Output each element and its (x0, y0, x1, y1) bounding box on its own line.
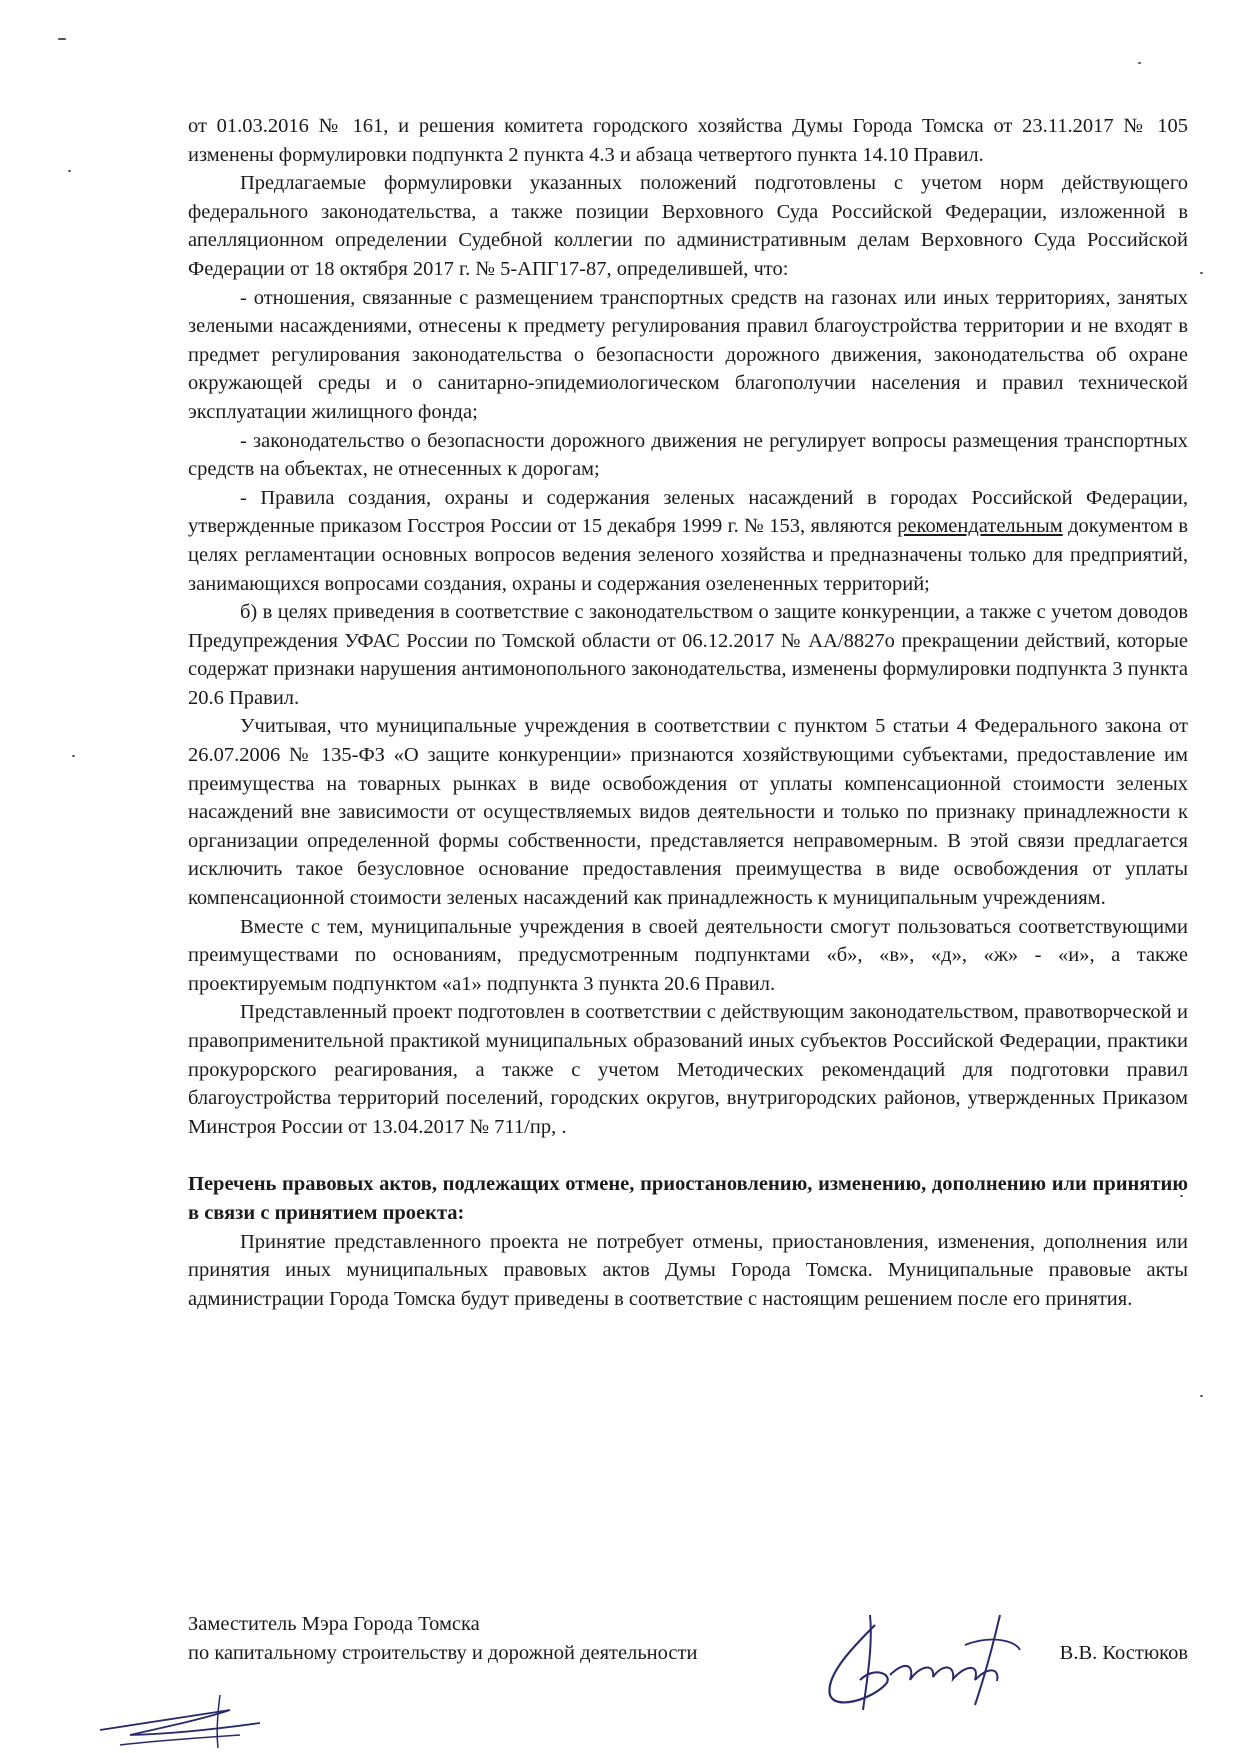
scan-speck (1200, 1395, 1203, 1397)
document-body (188, 112, 1188, 1313)
paragraph-competition: б) в целях приведения в соответствие с законодательством о защите конкуренции, а также с учетом доводов Предупреждения УФАС России по Томской области от 06.12.2017 № АА/8827о прекращении действий, которые содержат признаки нарушения антимонопольного законодательства, изменены формулировки подпункта 3 пункта 20.6 Правил. (188, 601, 1188, 709)
scan-speck (1180, 1195, 1183, 1197)
section-heading: Перечень правовых актов, подлежащих отмене, приостановлению, изменению, дополнению или принятию в связи с принятием проекта: (188, 1173, 1188, 1224)
scan-speck (72, 755, 75, 757)
signatory-title-line2: по капитальному строительству и дорожной деятельности (188, 1641, 698, 1664)
scan-speck (1138, 62, 1141, 64)
paragraph-municipal-institutions: Учитывая, что муниципальные учреждения в соответствии с пунктом 5 статьи 4 Федерального закона от 26.07.2006 № 135-ФЗ «О защите конкуренции» признаются хозяйствующими субъектами, предоставление им преимущества на товарных рынках в виде освобождения от уплаты компенсационной стоимости зеленых насаждений вне зависимости от осуществляемых видов деятельности и только по признаку принадлежности к организации определенной формы собственности, представляется неправомерным. В этой связи предлагается исключить такое безусловное основание предоставления преимущества в виде освобождения от уплаты компенсационной стоимости зеленых насаждений как принадлежность к муниципальным учреждениям. (188, 715, 1188, 910)
paragraph-continuation: от 01.03.2016 № 161, и решения комитета городского хозяйства Думы Города Томска от 23.11.2017 № 105 изменены формулировки подпункта 2 пункта 4.3 и абзаца четвертого пункта 14.10 Правил. (188, 115, 1188, 166)
paragraph-proposed-wording: Предлагаемые формулировки указанных положений подготовлены с учетом норм действующего федерального законодательства, а также позиции Верховного Суда Российской Федерации, изложенной в апелляционном определении Судебной коллегии по административным делам Верховного Суда Российской Федерации от 18 октября 2017 г. № 5-АПГ17-87, определившей, что: (188, 172, 1188, 280)
rules-text-after: документом в целях регламентации основных вопросов ведения зеленого хозяйства и предназначены только для предприятий, занимающихся вопросами создания, охраны и содержания озелененных территорий; (188, 515, 1189, 595)
underlined-word: рекомендательным (897, 515, 1063, 538)
scan-speck (68, 170, 71, 172)
signatory-name: В.В. Костюков (1059, 1641, 1188, 1664)
initials-scribble-icon (90, 1690, 290, 1750)
rules-text-before: - Правила создания, охраны и содержания зеленых насаждений в городах Российской Федерации, утвержденные приказом Госстроя России от 15 декабря 1999 г. № 153, являются (188, 486, 1188, 538)
scan-speck (58, 38, 66, 40)
list-item-parking-relations: - отношения, связанные с размещением транспортных средств на газонах или иных территориях, занятых зелеными насаждениями, отнесены к предмету регулирования правил благоустройства территории и не входят в предмет регулирования законодательства о безопасности дорожного движения, законодательства об охране окружающей среды и о санитарно-эпидемиологическом благополучии населения и правил технической эксплуатации жилищного фонда; (188, 286, 1188, 423)
scan-speck (1200, 272, 1203, 274)
signature-block (188, 1610, 1188, 1667)
list-item-road-safety: - законодательство о безопасности дорожного движения не регулирует вопросы размещения транспортных средств на объектах, не отнесенных к дорогам; (188, 429, 1188, 481)
paragraph-no-repeal: Принятие представленного проекта не потребует отмены, приостановления, изменения, дополнения или принятия иных муниципальных правовых актов Думы Города Томска. Муниципальные правовые акты администрации Города Томска будут приведены в соответствие с настоящим решением после его принятия. (188, 1230, 1188, 1310)
list-item-gosstroy-rules (188, 484, 1188, 598)
paragraph-project-prepared: Представленный проект подготовлен в соответствии с действующим законодательством, правотворческой и правоприменительной практикой муниципальных образований иных субъектов Российской Федерации, практики прокурорского реагирования, а также с учетом Методических рекомендаций для подготовки правил благоустройства территорий поселений, городских округов, внутригородских районов, утвержденных Приказом Минстроя России от 13.04.2017 № 711/пр, . (188, 1001, 1188, 1138)
paragraph-preferences: Вместе с тем, муниципальные учреждения в своей деятельности смогут пользоваться соответствующими преимуществами по основаниям, предусмотренным подпунктами «б», «в», «д», «ж» - «и», а также проектируемым подпунктом «а1» подпункта 3 пункта 20.6 Правил. (188, 915, 1188, 995)
signatory-title-line1: Заместитель Мэра Города Томска (188, 1613, 480, 1635)
handwritten-signature-icon (815, 1605, 1035, 1715)
